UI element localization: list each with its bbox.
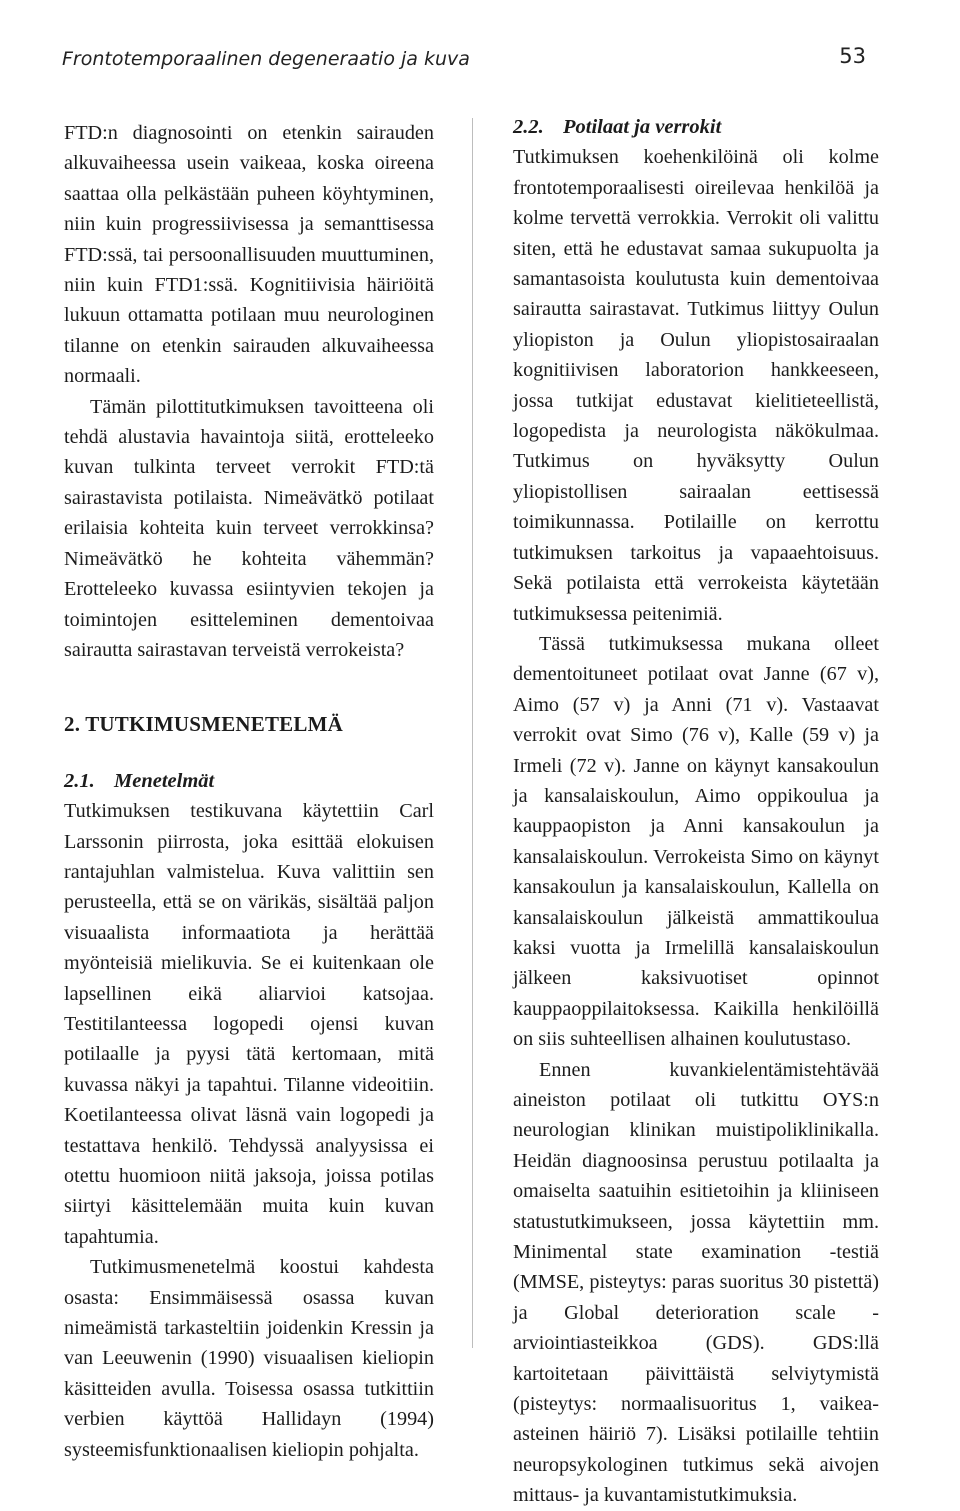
subjects-paragraph-3: Ennen kuvankielentämistehtävää aineiston potilaat oli tutkittu OYS:n neurologian klinikan muistipoliklinikalla. Heidän diagnoosinsa perustuu potilaalta ja omaiselta saatuihin esitietoihin ja kliiniseen statustutkimukseen, jossa käytettiin mm. Minimental state examination -testiä (MMSE, pisteytys: paras suoritus 30 pistettä) ja Global deterioration scale -arviointiasteikkoa (GDS). GDS:llä kartoitetaan päivittäistä selviytymistä (pisteytys: normaalisuoritus 1, vaikea-asteinen häiriö 7). Lisäksi potilaille tehtiin neuropsykologinen tutkimus sekä aivojen mittaus- ja kuvantamistutkimuksia.	[513, 1058, 879, 1507]
column-divider	[472, 118, 473, 1348]
intro-paragraph-1: FTD:n diagnosointi on etenkin sairauden alkuvaiheessa usein vaikeaa, koska oireena saattaa olla pelkästään puheen köyhtyminen, niin kuin progressiivisessa ja semanttisessa FTD:ssä, tai persoonallisuuden muuttuminen, niin kuin FTD1:ssä. Kognitiivisia häiriöitä lukuun ottamatta potilaan muu neurologinen tilanne on etenkin sairauden alkuvaiheessa normaali.	[64, 122, 434, 388]
subjects-paragraph-1: Tutkimuksen koehenkilöinä oli kolme frontotemporaalisesti oireilevaa henkilöä ja kolme tervettä verrokkia. Verrokit oli valittu siten, että he edustavat samaa sukupuolta ja samantasoista koulutusta kuin dementoivaa sairautta sairastavat. Tutkimus liittyy Oulun yliopiston ja Oulun yliopistosairaalan kognitiivisen laboratorion hankkeeseen, jossa tutkijat edustavat kielitieteellistä, logopedista ja neurologista näkökulmaa. Tutkimus on hyväksytty Oulun yliopistollisen sairaalan eettisessä toimikunnassa. Potilaille on kerrottu tutkimuksen tarkoitus ja vapaaehtoisuus. Sekä potilaista että verrokeista käytetään tutkimuksessa peitenimiä.	[513, 146, 879, 625]
subsection-number: 2.2.	[513, 116, 544, 138]
page-number: 53	[839, 44, 866, 68]
left-column	[64, 118, 434, 1465]
subsection-title: Menetelmät	[114, 769, 215, 792]
methods-paragraph-2: Tutkimusmenetelmä koostui kahdesta osasta: Ensimmäisessä osassa kuvan nimeämistä tarkasteltiin joidenkin Kressin ja van Leeuwenin (1990) visuaalisen kieliopin käsitteiden avulla. Toisessa osassa tutkittiin verbien käyttöä Hallidayn (1994) systeemisfunktionaalisen kieliopin pohjalta.	[64, 1256, 434, 1461]
subsection-number: 2.1.	[64, 769, 95, 792]
subjects-paragraph-2: Tässä tutkimuksessa mukana olleet dementoituneet potilaat ovat Janne (67 v), Aimo (57 v) ja Anni (71 v). Vastaavat verrokit ovat Simo (76 v), Kalle (59 v) ja Irmeli (72 v). Janne on käynyt kansakoulun ja kansalaiskoulun, Aimo oppikoulua ja kauppaopiston ja Anni kansakoulun ja kansalaiskoulun. Verrokeista Simo on käynyt kansakoulun ja kansalaiskoulun, Kallella on kansalaiskoulun jälkeistä ammattikoulua kaksi vuotta ja Irmelillä kansalaiskoulun jälkeen kaksivuotiset opinnot kauppaoppilaitoksessa. Kaikilla henkilöillä on siis suhteellisen alhainen koulutustaso.	[513, 632, 879, 1051]
subsection-title: Potilaat ja verrokit	[563, 116, 722, 138]
subsection-heading-subjects	[513, 112, 879, 142]
methods-paragraph-1: Tutkimuksen testikuvana käytettiin Carl Larssonin piirrosta, joka esittää elokuisen rantajuhlan valmistelua. Kuva valittiin sen perusteella, että se on värikäs, sisältää paljon visuaalista informaatiota ja herättää myönteisiä mielikuvia. Se ei kuitenkaan ole lapsellinen eikä aliarvioi katsojaa. Testitilanteessa logopedi ojensi kuvan potilaalle ja pyysi tätä kertomaan, mitä kuvassa näkyi ja tapahtui. Tilanne videoitiin. Koetilanteessa olivat läsnä vain logopedi ja testattava henkilö. Tehdyssä analyysissa ei otettu huomioon niitä jaksoja, joissa potilas siirtyi käsittelemään muita kuin kuvan tapahtumia.	[64, 800, 434, 1248]
section-title: 2. TUTKIMUSMENETELMÄ	[64, 712, 343, 737]
subsection-heading-methods	[64, 766, 434, 796]
running-head: Frontotemporaalinen degeneraatio ja kuva	[62, 48, 470, 70]
intro-paragraph-2: Tämän pilottitutkimuksen tavoitteena oli tehdä alustavia havaintoja siitä, erotteleeko kuvan tulkinta terveet verrokit FTD:tä sairastavista potilaista. Nimeävätkö potilaat erilaisia kohteita kuin terveet verrokkinsa? Nimeävätkö he kohteita vähemmän? Erotteleeko kuvassa esiintyvien tekojen ja toimintojen esitteleminen dementoivaa sairautta sairastavan terveistä verrokeista?	[64, 395, 434, 661]
right-column	[513, 112, 879, 1511]
